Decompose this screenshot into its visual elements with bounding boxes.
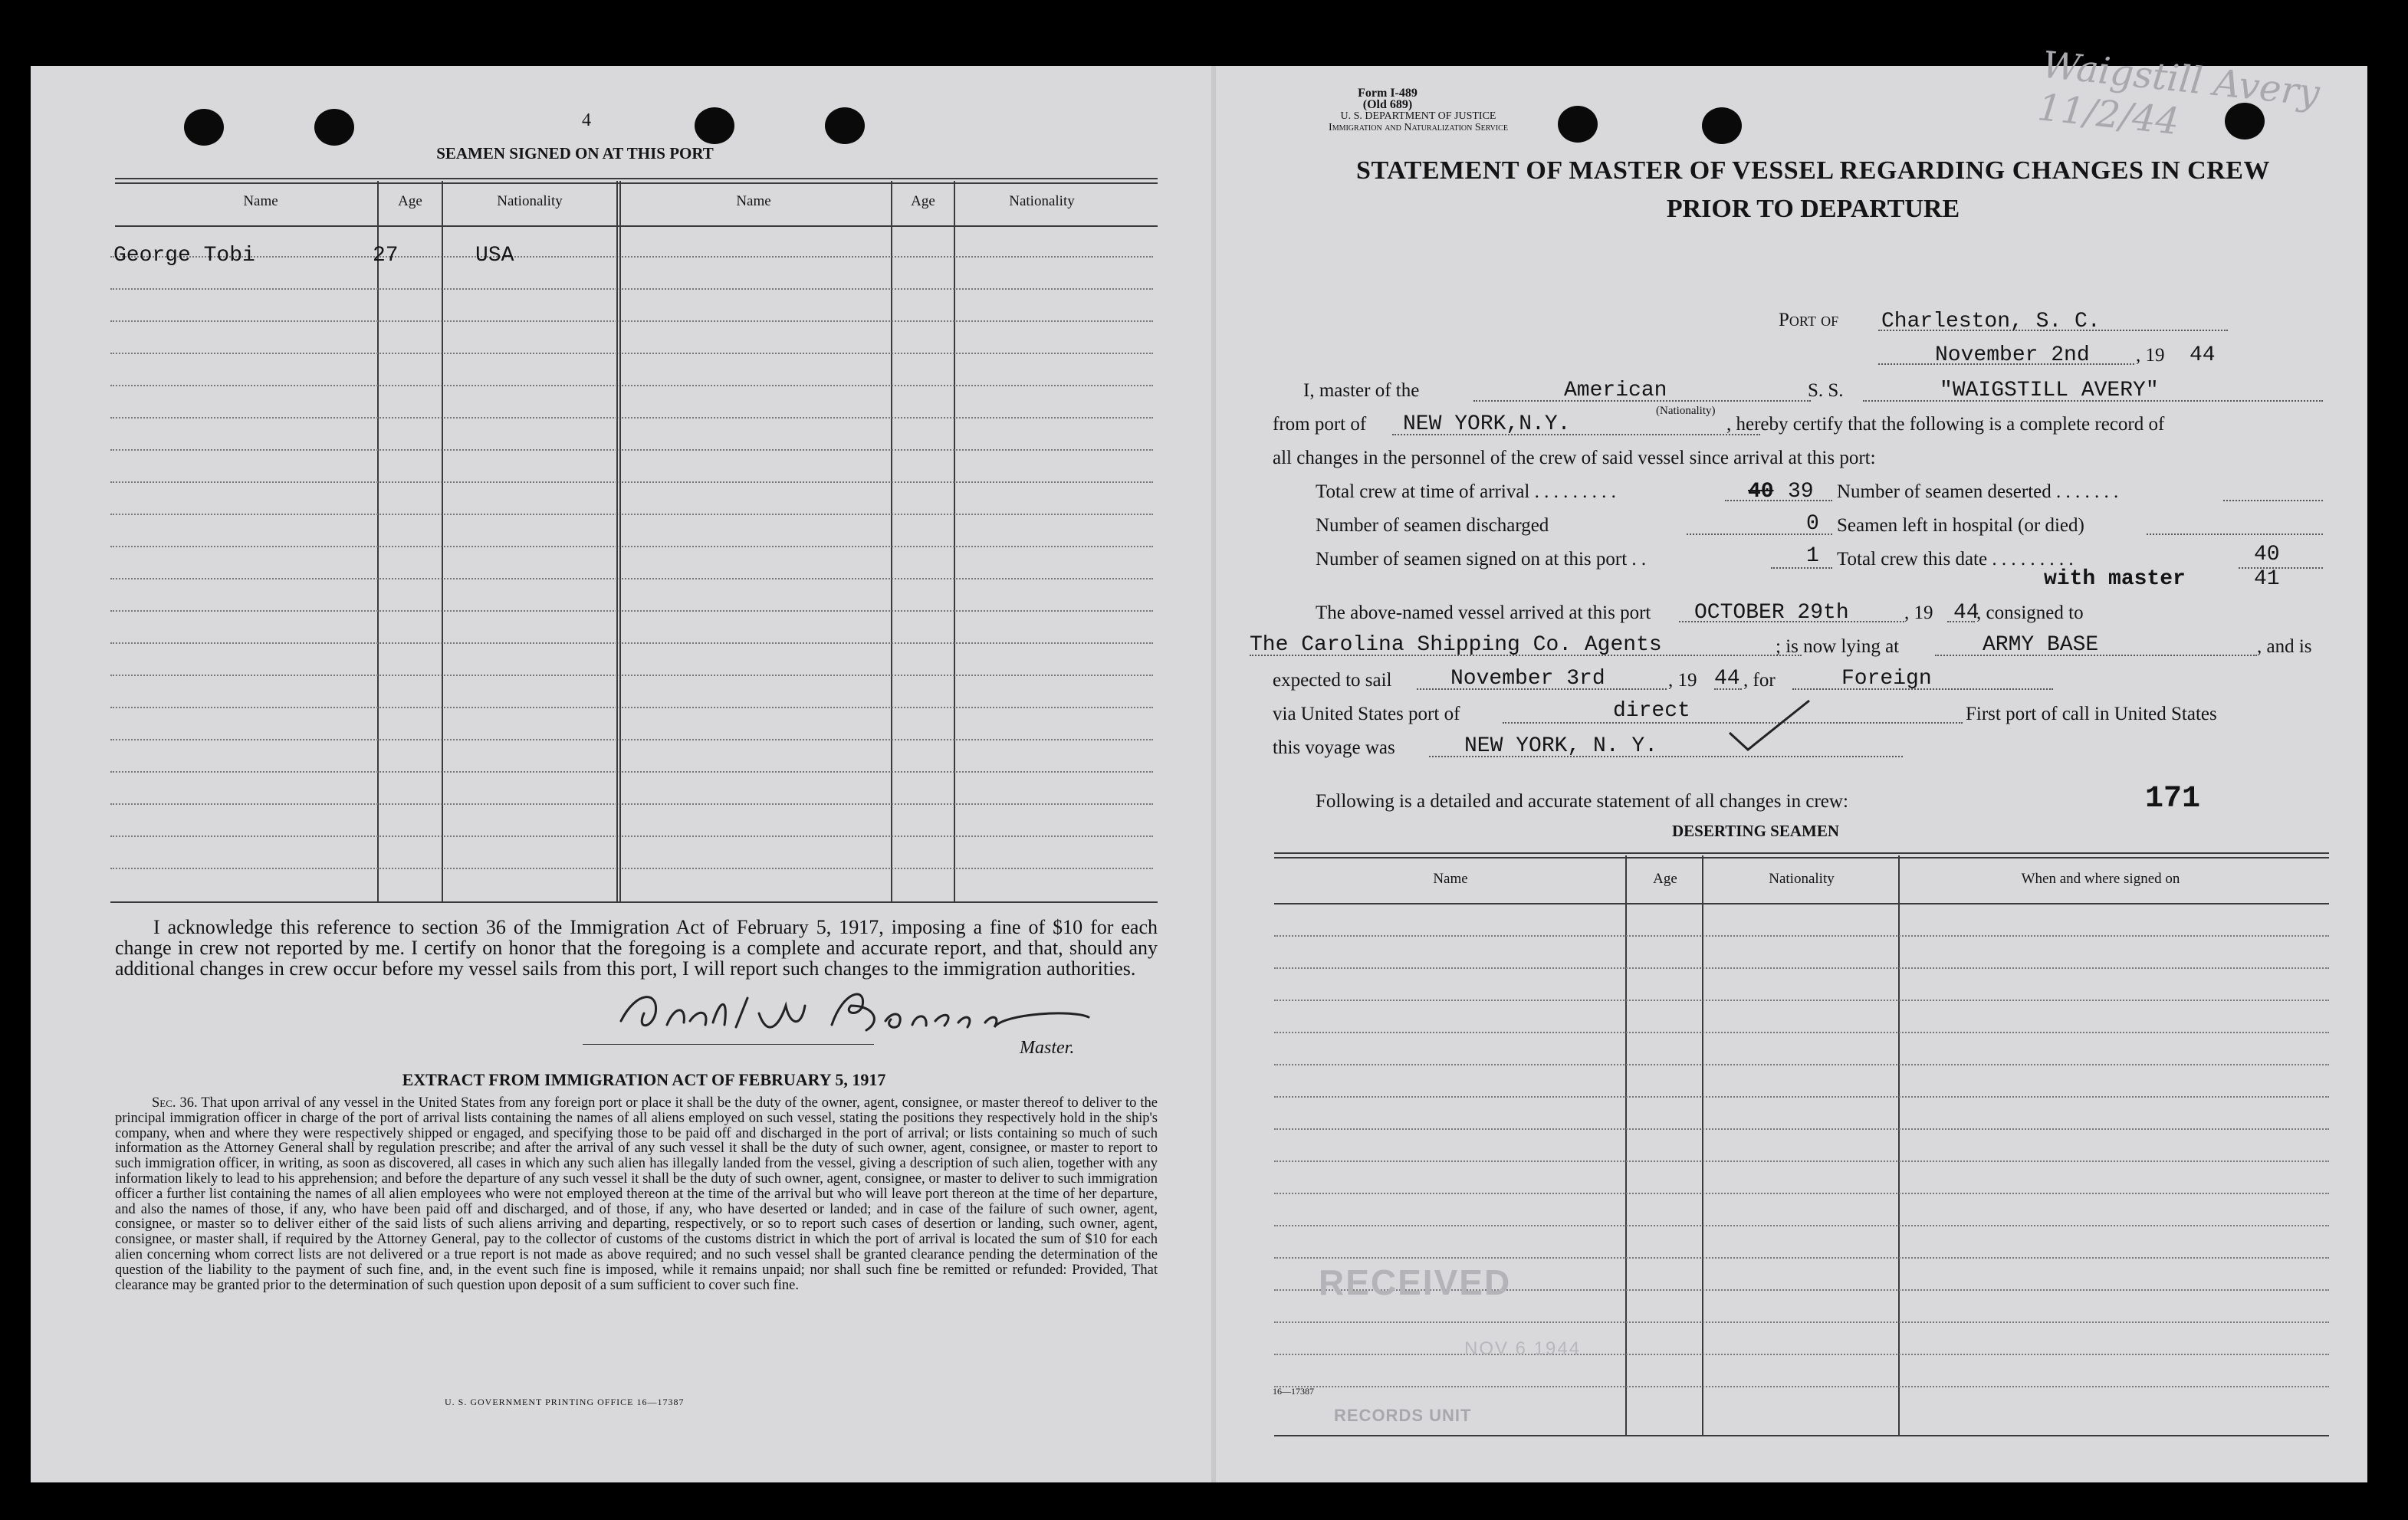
received-stamp: RECEIVED — [1319, 1262, 1512, 1302]
extract-body: That upon arrival of any vessel in the United States from any foreign port or place it shall be the duty of the owner, agent, consignee, or master thereof to deliver to the principal immigration officer in charge of the port of arrival lists containing the names of all aliens employed on such vessel, stating the positions they respectively hold in the ship's company, when and where they were respectively shipped or engaged, and specifying those to be paid off and discharged in the port of arrival; or lists containing so much of such information as the Attorney General shall by regulation prescribe; and after the arrival of any such vessel it shall be the duty of such owner, agent, consignee, or master to report to such immigration officer, in writing, as soon as discovered, all cases in which any such alien has illegally landed from the vessel, giving a description of such alien, together with any information likely to lead to his apprehension; and before the departure of any such vessel it shall be the duty of such owner, agent, consignee, or master to deliver to such immigration officer a further list containing the names of all alien employees who were not employed thereon at the time of the arrival but who will leave port thereon at the time of her departure, and also the names of those, if any, who have been paid off and discharged, and of those, if any, who have deserted or landed; and in case of the failure of such owner, agent, consignee, or master so to deliver either of the said lists of such aliens arriving and departing, respectively, or so to report such cases of desertion or landing, such owner, agent, consignee, or master shall, if required by the Attorney General, pay to the collector of customs of the customs district in which the port of arrival is located the sum of $10 for each alien concerning whom correct lists are not delivered or a true report is not made as above required; and no such vessel shall be granted clearance pending the determination of the question of the liability to the payment of such fine, and, in the event such fine is imposed, while it remains unpaid; nor shall such fine be remitted or refunded: Provided, That clearance may be granted prior to the determination of such question upon deposit of a sum sufficient to cover such fine. — [115, 1095, 1158, 1293]
expected-year: 44 — [1714, 667, 1740, 691]
total-date-underline — [2239, 567, 2323, 569]
for-value: Foreign — [1841, 667, 1932, 691]
service-name: Immigration and Naturalization Service — [1329, 122, 1508, 133]
hospital-label: Seamen left in hospital (or died) — [1837, 515, 2084, 536]
acknowledgment-text: I acknowledge this reference to section 36 of the Immigration Act of February 5, 1917, imposing a fine of $10 for each change in crew not reported by me. I certify on honor that the foregoing is a complete and accurate report, and that, should any additional changes in crew occur before my vessel sails from this port, I will report such changes to the immigration authorities. — [115, 916, 1158, 980]
from-port-label: from port of — [1273, 414, 1367, 435]
seaman-age: 27 — [373, 244, 399, 268]
master-label: Master. — [1020, 1038, 1075, 1058]
department-block — [1273, 110, 1564, 133]
discharged-label: Number of seamen discharged — [1316, 515, 1549, 536]
col-age: Age — [398, 193, 422, 209]
table-bottom-rule — [110, 901, 1158, 903]
form-number: Form I-489 — [1358, 87, 1418, 100]
table-top-rule — [115, 178, 1158, 179]
for-label: , for — [1743, 670, 1776, 691]
col-name: Name — [243, 193, 278, 209]
seaman-nationality: USA — [475, 244, 514, 268]
first-port-label: First port of call in United States — [1966, 704, 2217, 724]
ss-label: S. S. — [1808, 380, 1844, 401]
total-date-label: Total crew this date . . . . . . . . . — [1837, 549, 2074, 570]
col-name: Name — [736, 193, 771, 209]
via-value: direct — [1613, 699, 1690, 723]
table-top-rule — [115, 182, 1158, 184]
consignee-value: The Carolina Shipping Co. Agents — [1250, 633, 1662, 657]
extract-text — [115, 1096, 1158, 1293]
seamen-signed-title: SEAMEN SIGNED ON AT THIS PORT — [436, 144, 714, 163]
handwritten-corner-note: Waigstill Avery 11/2/44 — [2035, 43, 2322, 144]
received-date-stamp: NOV 6 1944 — [1464, 1338, 1582, 1359]
extract-label: Sec. 36. — [152, 1095, 198, 1111]
arrived-label: The above-named vessel arrived at this port — [1316, 602, 1651, 623]
nationality-value: American — [1564, 379, 1667, 402]
form-title-line2: PRIOR TO DEPARTURE — [1666, 195, 1960, 223]
col-nationality: Nationality — [1009, 193, 1075, 209]
deserting-table-top-rule — [1274, 852, 2329, 854]
page-number: 4 — [582, 110, 591, 130]
form-number-block — [1273, 87, 1503, 110]
deserting-col-age: Age — [1653, 871, 1677, 887]
page-fold — [1211, 66, 1216, 1482]
table-header-rule — [115, 225, 1158, 227]
column-divider — [1898, 855, 1900, 1436]
nationality-caption: (Nationality) — [1656, 405, 1716, 417]
department-name: U. S. DEPARTMENT OF JUSTICE — [1340, 110, 1496, 122]
arrived-value: OCTOBER 29th — [1694, 601, 1849, 625]
voyage-value: NEW YORK, N. Y. — [1464, 734, 1658, 758]
with-master-value: 41 — [2254, 567, 2280, 591]
deserting-table-top-rule — [1274, 857, 2329, 858]
total-arrival-label: Total crew at time of arrival . . . . . . . . . — [1316, 481, 1616, 502]
deserting-col-name: Name — [1433, 871, 1468, 887]
consigned-label: , consigned to — [1976, 602, 2084, 623]
form-footer-number: 16—17387 — [1273, 1386, 1314, 1397]
punch-hole — [695, 107, 734, 144]
punch-hole — [825, 107, 865, 144]
deserting-col-nationality: Nationality — [1769, 871, 1835, 887]
total-arrival-underline — [1725, 500, 1832, 501]
total-date-value: 40 — [2254, 543, 2280, 566]
punch-hole — [314, 109, 354, 146]
printer-note: U. S. GOVERNMENT PRINTING OFFICE 16—17387 — [445, 1397, 685, 1407]
expected-value: November 3rd — [1450, 667, 1605, 691]
signature-line — [583, 1044, 874, 1045]
hospital-underline — [2147, 533, 2323, 535]
following-text: Following is a detailed and accurate statement of all changes in crew: — [1316, 791, 1848, 812]
signed-on-underline — [1771, 567, 1832, 569]
deserted-underline — [2223, 500, 2323, 501]
document-paper: 4 SEAMEN SIGNED ON AT THIS PORT Name Age Nationality Name Age Nationality George Tobi 27 USA I acknowledge this reference to section 36 of the Immigration Act of February 5, 1917, imposing a fine of $10 for each change in crew not reported by me. I certify on honor that the foregoing is a complete and accurate report, and that, should any additional changes in crew occur before my vessel sails from this port, I will report such changes to the immigration authorities. Master. EXTRACT FROM IMMIGRATION ACT OF FEBRUARY 5, 1917 Sec. 36. That upon arrival of any vessel in the United States from any foreign port or place it shall be the duty of the owner, agent, consignee, or master thereof to deliver to the principal immigration officer in charge of the port of arrival lists containing the names of all aliens employed on such vessel, stating the positions they respectively hold in the ship's company, when and where they were respectively shipped or engaged, and specifying those to be paid off and discharged in the port of arrival; or lists containing so much of such information as the Attorney General shall by regulation prescribe; and after the arrival of any such vessel it shall be the duty of such owner, agent, consignee, or master to report to such immigration officer, in writing, as soon as discovered, all cases in which any such alien has illegally landed from the vessel, giving a description of such alien, together with any information likely to lead to his apprehension; and before the departure of any such vessel it shall be the duty of such owner, agent, consignee, or master to deliver to such immigration officer a further list containing the names of all alien employees who were not employed thereon at the time of the arrival but who will leave port thereon at the time of her departure, and also the names of those, if any, who have been paid off and discharged, and of those, if any, who have deserted or landed; and in case of the failure of such owner, agent, consignee, or master so to deliver either of the said lists of such aliens arriving and departing, respectively, or so to report such cases of desertion or landing, such owner, agent, consignee, or master shall, if required by the Attorney General, pay to the collector of customs of the customs district in which the port of arrival is located the sum of $10 for each alien concerning whom correct lists are not delivered or a true report is not made as above required; and no such vessel shall be granted clearance pending the determination of the question of the liability to the payment of such fine, and, in the event such fine is imposed, while it remains unpaid; nor shall such fine be remitted or refunded: Provided, That clearance may be granted prior to the determination of such question upon deposit of a sum sufficient to cover such fine. U. S. GOVERNMENT PRINTING OFFICE 16—17387 Form I-489 (Old 689) U. S. DEPARTMENT OF JUSTICE Immigration and Naturalization Service Waigstill Avery 11/2/44 STATEMENT OF MASTER OF VESSEL REGARDING CHANGES IN CREW PRIOR TO DEPARTURE Port of Charleston, S. C. November 2nd , 19 44 I, master of the American (Nationality) S. S. "WAIGSTILL AVERY" from port of NEW YORK,N.Y. , hereby certify that the following is a complete record of all changes in the personnel of the crew of said vessel since arrival at this port: Total crew at time of arrival . . . . . . . . . 40 39 Number of seamen deserted . . . . . . . Number of seamen discharged 0 Seamen left in hospital (or died) Number of seamen signed on at this port . . 1 Total crew this date . . . . . . . . . 40 with master 41 The above-named vessel arrived at this port OCTOBER 29th , 19 44 , consigned to The Carolina Shipping Co. Agents ; is now lying at ARMY BASE , and is expected to sail November 3rd , 19 44 , for Foreign via United States port of direct First port of call in United States this voyage was NEW YORK, N. Y. Following is a detailed and accurate statement of all changes in crew: 171 DESERTING SEAMEN Name Age Nationality When and where signed on RECEIVED NOV 6 1944 16—17387 RECORDS UNIT — [31, 66, 2367, 1482]
deserted-label: Number of seamen deserted . . . . . . . — [1837, 481, 2119, 502]
from-port-value: NEW YORK,N.Y. — [1403, 412, 1571, 436]
deserting-col-when-where: When and where signed on — [2021, 871, 2180, 887]
signed-on-value: 1 — [1806, 544, 1819, 568]
master-of-label: I, master of the — [1303, 380, 1420, 401]
consignee-underline — [1250, 655, 1802, 656]
total-arrival-struck: 40 — [1748, 480, 1774, 504]
form-old-number: (Old 689) — [1362, 98, 1413, 111]
year-prefix: , 19 — [2136, 345, 2165, 366]
deserting-table-bottom-rule — [1274, 1435, 2329, 1436]
master-signature — [613, 983, 1104, 1044]
form-title-line1: STATEMENT OF MASTER OF VESSEL REGARDING CHANGES IN CREW — [1356, 156, 2270, 185]
stamp-number: 171 — [2145, 782, 2201, 816]
changes-text: all changes in the personnel of the crew of said vessel since arrival at this port: — [1273, 448, 1876, 468]
records-unit-stamp: RECORDS UNIT — [1334, 1406, 1472, 1425]
seaman-name: George Tobi — [113, 244, 255, 268]
punch-hole — [1702, 107, 1742, 144]
check-mark-icon — [1725, 694, 1817, 756]
col-nationality: Nationality — [497, 193, 563, 209]
deserting-seamen-title: DESERTING SEAMEN — [1671, 822, 1840, 840]
arrived-year: 44 — [1953, 601, 1979, 625]
port-label: Port of — [1779, 310, 1839, 330]
via-label: via United States port of — [1273, 704, 1460, 724]
ship-name: "WAIGSTILL AVERY" — [1940, 379, 2159, 402]
lying-value: ARMY BASE — [1983, 633, 2099, 657]
voyage-label: this voyage was — [1273, 737, 1395, 758]
port-value: Charleston, S. C. — [1881, 310, 2101, 333]
column-divider — [1625, 855, 1627, 1436]
with-master-label: with master — [2044, 567, 2186, 591]
discharged-value: 0 — [1806, 512, 1819, 536]
deserting-table-header-rule — [1274, 903, 2329, 904]
and-is-label: , and is — [2257, 636, 2312, 657]
col-age: Age — [911, 193, 935, 209]
total-arrival-value: 39 — [1788, 480, 1814, 504]
certify-text: , hereby certify that the following is a complete record of — [1726, 414, 2165, 435]
column-divider — [1702, 855, 1703, 1436]
lying-label: ; is now lying at — [1776, 636, 1900, 657]
date-value: November 2nd — [1935, 343, 2090, 367]
signed-on-label: Number of seamen signed on at this port . . — [1316, 549, 1647, 570]
year-value: 44 — [2190, 343, 2216, 367]
expected-label: expected to sail — [1273, 670, 1392, 691]
extract-title: EXTRACT FROM IMMIGRATION ACT OF FEBRUARY 5, 1917 — [402, 1070, 886, 1089]
punch-hole — [184, 109, 224, 146]
